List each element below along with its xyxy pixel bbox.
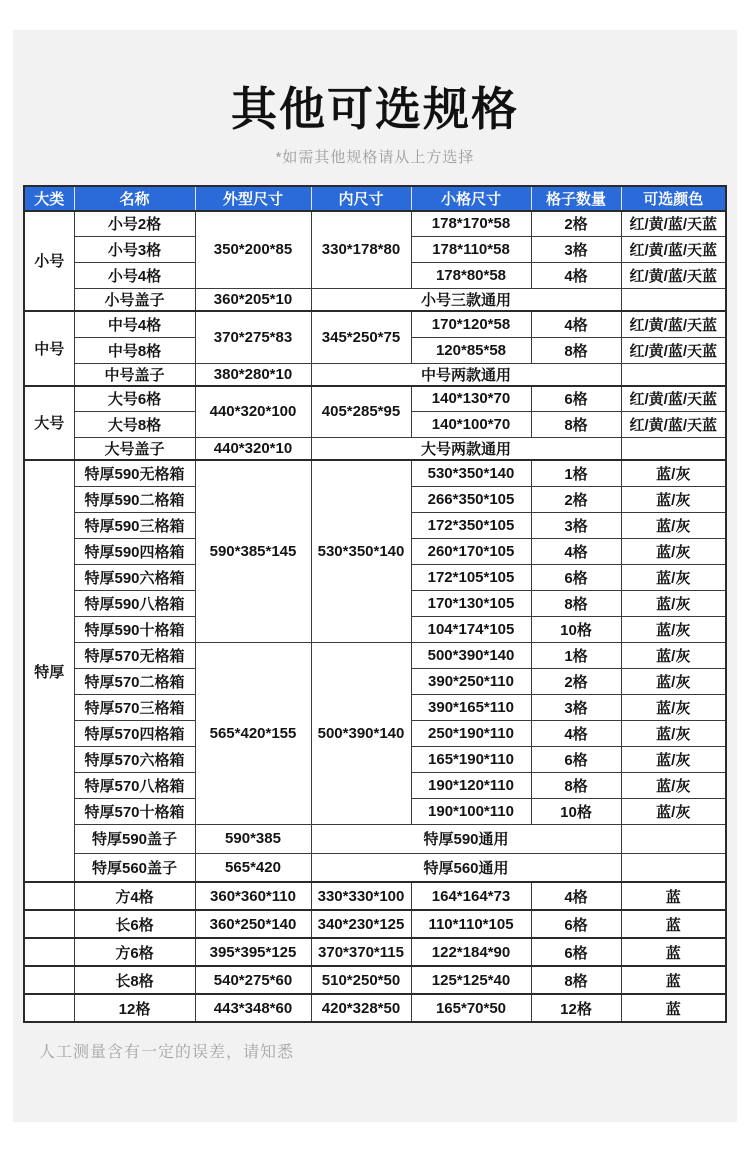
table-cell: 2格 (531, 486, 621, 512)
subtitle-note: *如需其他规格请从上方选择 (275, 148, 475, 166)
table-cell: 蓝/灰 (621, 538, 726, 564)
table-row (24, 211, 726, 237)
table-cell: 中号4格 (74, 311, 195, 337)
table-cell: 6格 (531, 746, 621, 772)
table-cell: 蓝/灰 (621, 668, 726, 694)
table-cell: 395*395*125 (195, 938, 311, 966)
table-cell: 蓝/灰 (621, 590, 726, 616)
table-cell: 红/黄/蓝/天蓝 (621, 237, 726, 263)
table-cell: 特厚560盖子 (74, 853, 195, 882)
table-cell: 蓝/灰 (621, 720, 726, 746)
table-cell: 330*330*100 (311, 882, 411, 910)
table-cell: 特厚590四格箱 (74, 538, 195, 564)
table-cell: 500*390*140 (411, 642, 531, 668)
table-cell: 360*205*10 (195, 289, 311, 312)
table-cell: 中号两款通用 (311, 363, 621, 386)
table-row (24, 642, 726, 668)
table-cell: 140*100*70 (411, 412, 531, 438)
table-cell: 340*230*125 (311, 910, 411, 938)
table-cell: 4格 (531, 538, 621, 564)
table-cell: 特厚570四格箱 (74, 720, 195, 746)
table-cell: 178*80*58 (411, 263, 531, 289)
table-cell: 10格 (531, 798, 621, 824)
table-cell: 蓝/灰 (621, 772, 726, 798)
table-cell: 10格 (531, 616, 621, 642)
table-cell: 565*420*155 (195, 642, 311, 824)
table-cell: 蓝 (621, 938, 726, 966)
table-cell: 4格 (531, 882, 621, 910)
table-cell: 红/黄/蓝/天蓝 (621, 263, 726, 289)
table-row (24, 910, 726, 938)
table-cell: 443*348*60 (195, 994, 311, 1022)
table-cell: 250*190*110 (411, 720, 531, 746)
table-cell: 8格 (531, 590, 621, 616)
table-cell: 大号盖子 (74, 438, 195, 461)
column-header: 可选颜色 (621, 186, 726, 211)
table-cell: 1格 (531, 460, 621, 486)
table-cell: 红/黄/蓝/天蓝 (621, 412, 726, 438)
column-header: 内尺寸 (311, 186, 411, 211)
table-cell: 178*110*58 (411, 237, 531, 263)
table-cell: 178*170*58 (411, 211, 531, 237)
table-cell: 特厚590盖子 (74, 824, 195, 853)
table-cell: 590*385 (195, 824, 311, 853)
table-cell: 特厚570八格箱 (74, 772, 195, 798)
column-header: 外型尺寸 (195, 186, 311, 211)
table-cell: 3格 (531, 512, 621, 538)
table-header-row (24, 186, 726, 211)
table-cell: 红/黄/蓝/天蓝 (621, 211, 726, 237)
table-cell: 特厚570六格箱 (74, 746, 195, 772)
table-cell: 2格 (531, 211, 621, 237)
table-cell: 中号8格 (74, 337, 195, 363)
table-row (24, 882, 726, 910)
table-cell: 小号2格 (74, 211, 195, 237)
table-cell: 小号盖子 (74, 289, 195, 312)
table-cell: 1格 (531, 642, 621, 668)
table-cell: 特厚590三格箱 (74, 512, 195, 538)
table-cell: 大号 (24, 386, 74, 461)
table-cell: 蓝/灰 (621, 746, 726, 772)
table-cell: 12格 (74, 994, 195, 1022)
table-cell: 长6格 (74, 910, 195, 938)
table-cell: 蓝/灰 (621, 798, 726, 824)
table-cell: 345*250*75 (311, 311, 411, 363)
table-cell: 266*350*105 (411, 486, 531, 512)
measurement-disclaimer: 人工测量含有一定的误差，请知悉 (39, 1044, 295, 1062)
table-cell: 蓝/灰 (621, 616, 726, 642)
table-cell: 420*328*50 (311, 994, 411, 1022)
table-row (24, 386, 726, 412)
column-header: 小格尺寸 (411, 186, 531, 211)
table-cell: 500*390*140 (311, 642, 411, 824)
table-cell: 350*200*85 (195, 211, 311, 289)
table-cell: 蓝 (621, 882, 726, 910)
table-cell: 390*250*110 (411, 668, 531, 694)
table-cell: 360*360*110 (195, 882, 311, 910)
table-cell: 590*385*145 (195, 460, 311, 642)
spec-panel (13, 30, 737, 1122)
table-cell: 4格 (531, 720, 621, 746)
table-cell: 190*120*110 (411, 772, 531, 798)
table-cell: 特厚590通用 (311, 824, 621, 853)
table-row (24, 966, 726, 994)
table-cell: 中号 (24, 311, 74, 386)
table-cell: 特厚 (24, 460, 74, 882)
table-cell: 特厚590八格箱 (74, 590, 195, 616)
table-cell: 蓝/灰 (621, 486, 726, 512)
table-cell: 122*184*90 (411, 938, 531, 966)
table-row (24, 994, 726, 1022)
table-cell: 530*350*140 (411, 460, 531, 486)
table-row (24, 824, 726, 853)
table-cell (621, 438, 726, 461)
table-cell: 蓝/灰 (621, 564, 726, 590)
table-row (24, 438, 726, 461)
table-cell: 大号8格 (74, 412, 195, 438)
table-cell: 8格 (531, 412, 621, 438)
table-cell: 380*280*10 (195, 363, 311, 386)
table-cell: 165*190*110 (411, 746, 531, 772)
table-cell: 510*250*50 (311, 966, 411, 994)
table-cell: 172*350*105 (411, 512, 531, 538)
table-cell: 8格 (531, 337, 621, 363)
table-cell: 260*170*105 (411, 538, 531, 564)
table-cell: 540*275*60 (195, 966, 311, 994)
table-cell: 大号两款通用 (311, 438, 621, 461)
table-cell: 140*130*70 (411, 386, 531, 412)
table-cell: 蓝/灰 (621, 512, 726, 538)
table-cell: 390*165*110 (411, 694, 531, 720)
table-cell: 特厚560通用 (311, 853, 621, 882)
table-cell: 小号 (24, 211, 74, 312)
table-cell: 370*370*115 (311, 938, 411, 966)
table-row (24, 289, 726, 312)
table-cell: 特厚570二格箱 (74, 668, 195, 694)
table-cell: 小号4格 (74, 263, 195, 289)
table-cell: 12格 (531, 994, 621, 1022)
table-cell: 3格 (531, 237, 621, 263)
table-cell: 2格 (531, 668, 621, 694)
table-cell: 中号盖子 (74, 363, 195, 386)
table-cell: 360*250*140 (195, 910, 311, 938)
table-cell: 蓝 (621, 910, 726, 938)
table-cell: 长8格 (74, 966, 195, 994)
table-row (24, 853, 726, 882)
table-cell: 红/黄/蓝/天蓝 (621, 311, 726, 337)
table-cell: 164*164*73 (411, 882, 531, 910)
table-cell (24, 994, 74, 1022)
table-row (24, 363, 726, 386)
table-cell: 120*85*58 (411, 337, 531, 363)
table-cell: 165*70*50 (411, 994, 531, 1022)
spec-table (23, 185, 727, 1024)
table-cell: 6格 (531, 564, 621, 590)
page-title: 其他可选规格 (231, 83, 519, 135)
table-cell (621, 363, 726, 386)
table-cell: 6格 (531, 938, 621, 966)
table-cell: 4格 (531, 263, 621, 289)
table-cell: 蓝/灰 (621, 460, 726, 486)
table-cell: 特厚590无格箱 (74, 460, 195, 486)
table-cell: 4格 (531, 311, 621, 337)
table-cell: 8格 (531, 966, 621, 994)
table-cell: 170*130*105 (411, 590, 531, 616)
table-cell: 大号6格 (74, 386, 195, 412)
table-cell: 6格 (531, 910, 621, 938)
table-row (24, 460, 726, 486)
table-cell: 330*178*80 (311, 211, 411, 289)
table-cell: 特厚590十格箱 (74, 616, 195, 642)
table-cell (24, 910, 74, 938)
column-header: 格子数量 (531, 186, 621, 211)
table-cell (24, 882, 74, 910)
table-cell: 125*125*40 (411, 966, 531, 994)
column-header: 大类 (24, 186, 74, 211)
table-cell: 特厚590六格箱 (74, 564, 195, 590)
table-cell: 405*285*95 (311, 386, 411, 438)
table-cell: 172*105*105 (411, 564, 531, 590)
table-cell: 小号三款通用 (311, 289, 621, 312)
table-cell: 370*275*83 (195, 311, 311, 363)
table-cell: 方4格 (74, 882, 195, 910)
table-cell (24, 966, 74, 994)
table-row (24, 311, 726, 337)
table-cell: 170*120*58 (411, 311, 531, 337)
table-cell (621, 824, 726, 853)
column-header: 名称 (74, 186, 195, 211)
table-cell: 小号3格 (74, 237, 195, 263)
table-cell: 蓝/灰 (621, 642, 726, 668)
table-cell: 3格 (531, 694, 621, 720)
table-cell: 红/黄/蓝/天蓝 (621, 386, 726, 412)
table-cell: 440*320*100 (195, 386, 311, 438)
table-cell: 蓝 (621, 966, 726, 994)
table-cell: 特厚590二格箱 (74, 486, 195, 512)
table-cell: 蓝/灰 (621, 694, 726, 720)
table-cell (24, 938, 74, 966)
table-cell: 530*350*140 (311, 460, 411, 642)
table-cell: 蓝 (621, 994, 726, 1022)
table-cell: 特厚570无格箱 (74, 642, 195, 668)
table-cell: 方6格 (74, 938, 195, 966)
table-cell: 565*420 (195, 853, 311, 882)
table-cell (621, 853, 726, 882)
table-cell: 440*320*10 (195, 438, 311, 461)
table-cell (621, 289, 726, 312)
table-cell: 红/黄/蓝/天蓝 (621, 337, 726, 363)
table-cell: 104*174*105 (411, 616, 531, 642)
table-cell: 特厚570三格箱 (74, 694, 195, 720)
table-cell: 190*100*110 (411, 798, 531, 824)
table-cell: 6格 (531, 386, 621, 412)
table-cell: 110*110*105 (411, 910, 531, 938)
table-row (24, 938, 726, 966)
table-cell: 8格 (531, 772, 621, 798)
table-cell: 特厚570十格箱 (74, 798, 195, 824)
